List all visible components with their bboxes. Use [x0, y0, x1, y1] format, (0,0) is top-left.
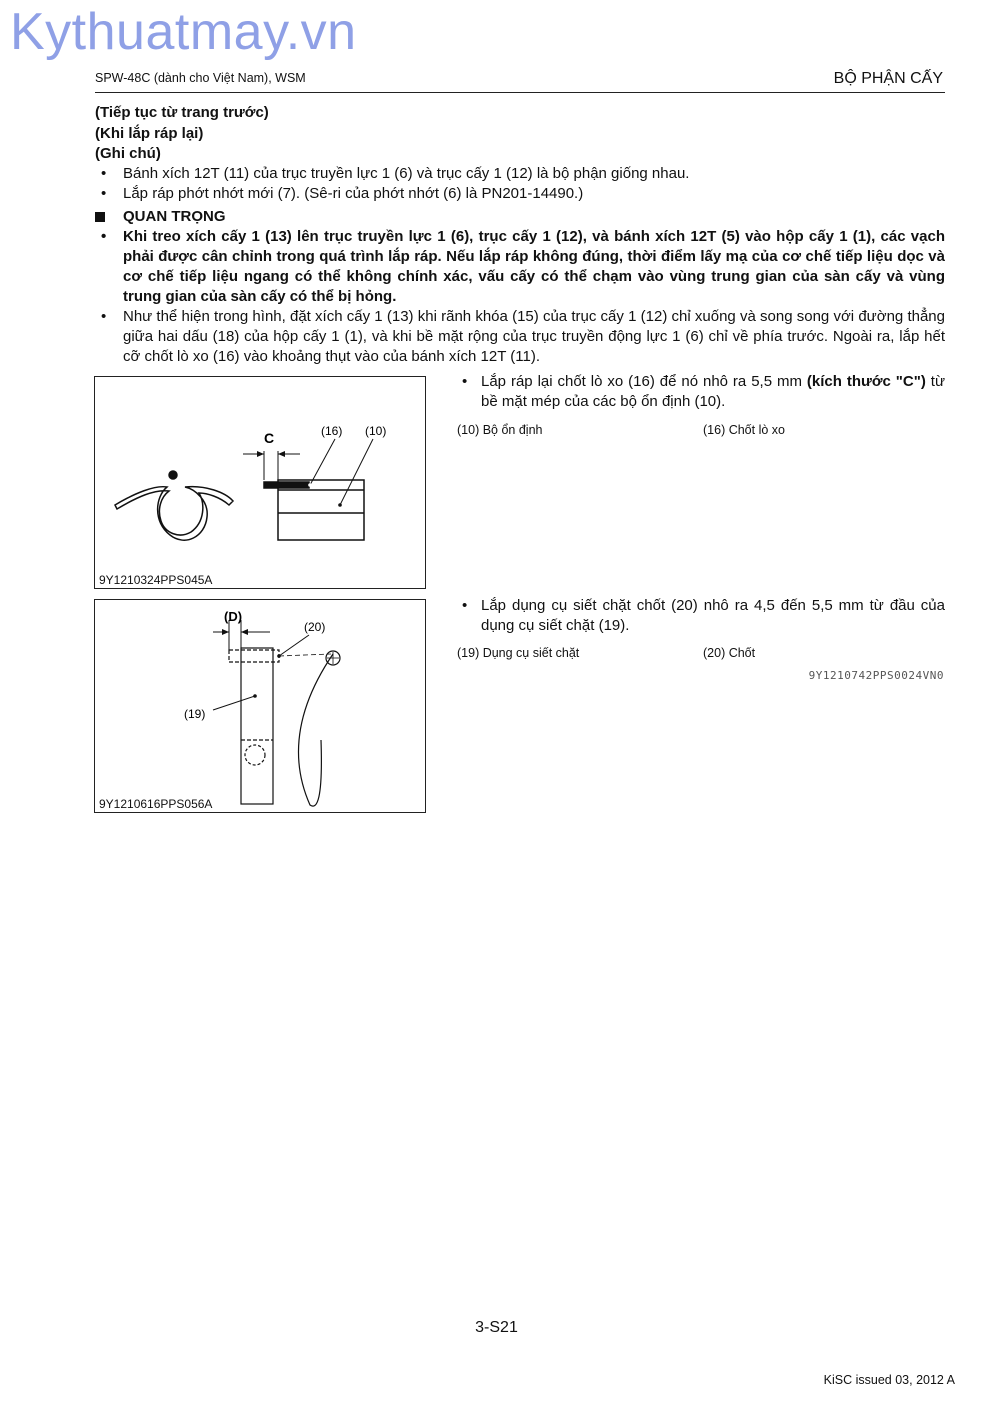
- square-bullet-icon: [95, 212, 105, 222]
- legend-item: (19) Dụng cụ siết chặt: [457, 646, 580, 660]
- important-heading: [95, 207, 945, 227]
- header-section-title: BỘ PHẬN CẤY: [833, 70, 943, 87]
- instruction-dimension: (kích thước "C"): [806, 373, 926, 390]
- legend-item: (10) Bộ ổn định: [457, 423, 543, 437]
- footer-issue: KiSC issued 03, 2012 A: [823, 1373, 955, 1387]
- bullet-icon: •: [462, 373, 468, 390]
- important-item: [95, 307, 945, 367]
- note-text: Lắp ráp phớt nhớt mới (7). (Sê-ri của phớt nhớt (6) là PN201-14490.): [123, 185, 584, 202]
- bullet-icon: •: [101, 165, 107, 182]
- heading-continued: (Tiếp tục từ trang trước): [95, 104, 269, 121]
- note-item: [95, 164, 945, 184]
- label-d: (D): [224, 609, 243, 624]
- bullet-icon: •: [101, 228, 107, 245]
- label-c: C: [264, 430, 275, 446]
- bullet-icon: •: [101, 185, 107, 202]
- figure-code: 9Y1210616PPS056A: [99, 797, 213, 811]
- note-text: Bánh xích 12T (11) của trục truyền lực 1 (6) và trục cấy 1 (12) là bộ phận giống nhau.: [123, 165, 690, 182]
- heading-reassembly: (Khi lắp ráp lại): [95, 125, 204, 142]
- page-number: 3-S21: [475, 1319, 518, 1336]
- figure2-instruction: [459, 596, 945, 636]
- label-10: (10): [365, 424, 387, 438]
- legend-item: (20) Chốt: [703, 646, 756, 660]
- important-text: Khi treo xích cấy 1 (13) lên trục truyền lực 1 (6), trục cấy 1 (12), và bánh xích 12T (5) vào hộp cấy 1 (1), các vạch phải được cân chỉnh trong quá trình lắp ráp. Nếu lắp ráp không đúng, thời điểm lấy mạ của cơ chế tiếp liệu dọc và cơ chế tiếp liệu ngang có thể không chính xác, vấu cấy có thể chạm vào vùng trung gian của sàn cấy và vùng trung gian của sàn cấy có thể bị hỏng.: [123, 228, 945, 305]
- label-19: (19): [184, 707, 206, 721]
- heading-note: (Ghi chú): [95, 145, 161, 162]
- document-code: 9Y1210742PPS0024VN0: [808, 669, 944, 682]
- bullet-icon: •: [462, 597, 468, 614]
- spring-pin-diagram: [95, 377, 425, 588]
- pin-tool-diagram: [95, 600, 425, 812]
- figure-pin-tool: [94, 599, 426, 813]
- label-16: (16): [321, 424, 343, 438]
- figure-spring-pin: [94, 376, 426, 589]
- important-title: QUAN TRỌNG: [123, 208, 226, 225]
- figure1-instruction: [459, 372, 945, 412]
- note-item: [95, 184, 945, 204]
- main-content: [95, 103, 945, 367]
- label-20: (20): [304, 620, 326, 634]
- instruction-text-end: từ bề mặt mép của các bộ ổn định (10).: [481, 373, 945, 410]
- important-text: Như thể hiện trong hình, đặt xích cấy 1 (13) khi rãnh khóa (15) của trục cấy 1 (12) chỉ xuống và song song với đường thẳng giữa hai dấu (18) của hộp cấy 1 (1), và khi bề mặt rộng của trục truyền động lực 1 (6) chỉ về phía trước. Ngoài ra, lắp hết cỡ chốt lò xo (16) vào khoảng thụt vào của bánh xích 12T (11).: [123, 308, 945, 365]
- bullet-icon: •: [101, 308, 107, 325]
- watermark-logo: Kythuatmay.vn: [10, 3, 357, 61]
- header-divider: [95, 92, 945, 93]
- important-item: [95, 227, 945, 307]
- instruction-text: Lắp dụng cụ siết chặt chốt (20) nhô ra 4,5 đến 5,5 mm từ đầu của dụng cụ siết chặt (19).: [481, 597, 945, 634]
- header-model: SPW-48C (dành cho Việt Nam), WSM: [95, 71, 306, 85]
- figure-code: 9Y1210324PPS045A: [99, 573, 213, 587]
- instruction-text: Lắp ráp lại chốt lò xo (16) để nó nhô ra 5,5 mm: [481, 373, 807, 390]
- legend-item: (16) Chốt lò xo: [703, 423, 785, 437]
